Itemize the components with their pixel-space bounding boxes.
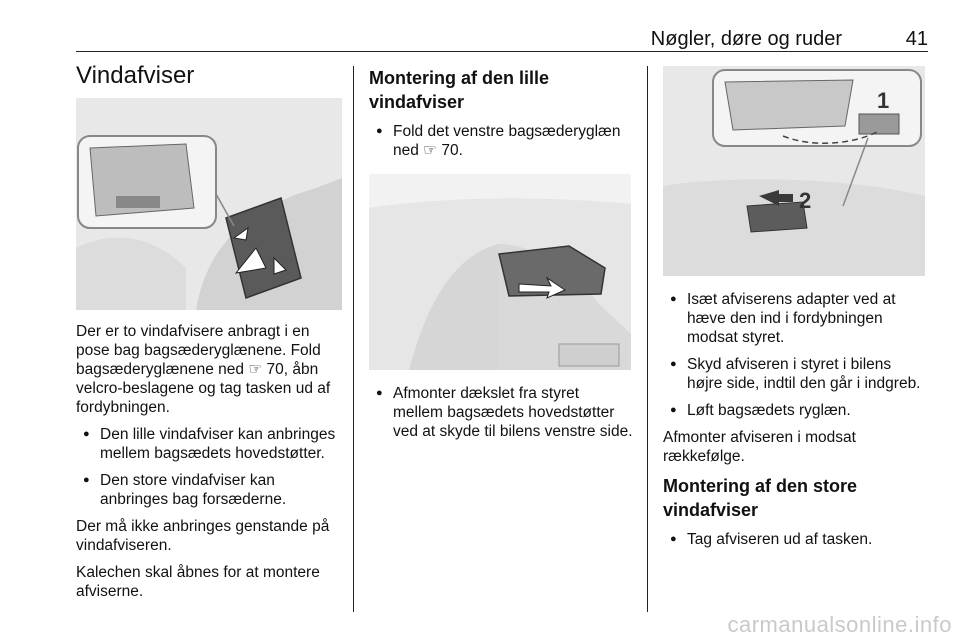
paragraph: Der må ikke anbringes genstande på vindafviseren. — [76, 518, 330, 554]
deflector-mounting-illustration — [663, 66, 925, 276]
header-rule — [76, 51, 928, 52]
step-label-1: 1 — [877, 88, 890, 113]
section-title: Vindafviser — [76, 62, 195, 89]
bullet-item: ● Fold det venstre bagsæderyglæn ned ☞ 70. — [369, 122, 633, 160]
paragraph: Kalechen skal åbnes for at montere afviserne. — [76, 564, 320, 600]
section-subtitle: Montering af den lille vindafviser — [369, 68, 550, 112]
column-1 — [76, 62, 344, 609]
section-subtitle: Montering af den store vindafviser — [663, 476, 858, 520]
chapter-title: Nøgler, døre og ruder — [650, 28, 842, 50]
column-3 — [663, 66, 927, 557]
intro-paragraph: Der er to vindafvisere anbragt i en pose bag bagsæderyglænene. Fold bagsæderyglænene ned ☞ 70, åbn velcro-beslagene og tag tasken ud af fordybningen. — [76, 323, 331, 416]
bullet-item: ● Skyd afviseren i styret i bilens højre side, indtil den går i indgreb. — [663, 355, 927, 393]
paragraph: Afmonter afviseren i modsat rækkefølge. — [663, 429, 856, 465]
page-header — [76, 26, 928, 52]
deflower-bag-illustration — [76, 98, 342, 310]
bullet-item: ● Isæt afviserens adapter ved at hæve den ind i fordybningen modsat styret. — [663, 290, 927, 347]
column-divider — [647, 66, 648, 612]
column-divider — [353, 66, 354, 612]
page-number: 41 — [905, 28, 928, 50]
bullet-item: ● Den lille vindafviser kan anbringes mellem bagsædets hovedstøtter. — [76, 425, 344, 463]
bullet-item: ● Afmonter dækslet fra styret mellem bagsædets hovedstøtter ved at skyde til bilens venstre side. — [369, 384, 633, 441]
bullet-item: ● Løft bagsædets ryglæn. — [663, 401, 927, 420]
bullet-item: ● Den store vindafviser kan anbringes bag forsæderne. — [76, 471, 344, 509]
step-label-2: 2 — [799, 188, 812, 213]
watermark: carmanualsonline.info — [727, 612, 952, 637]
column-2 — [369, 66, 633, 449]
headrest-cover-illustration — [369, 174, 631, 370]
bullet-item: ● Tag afviseren ud af tasken. — [663, 530, 927, 549]
